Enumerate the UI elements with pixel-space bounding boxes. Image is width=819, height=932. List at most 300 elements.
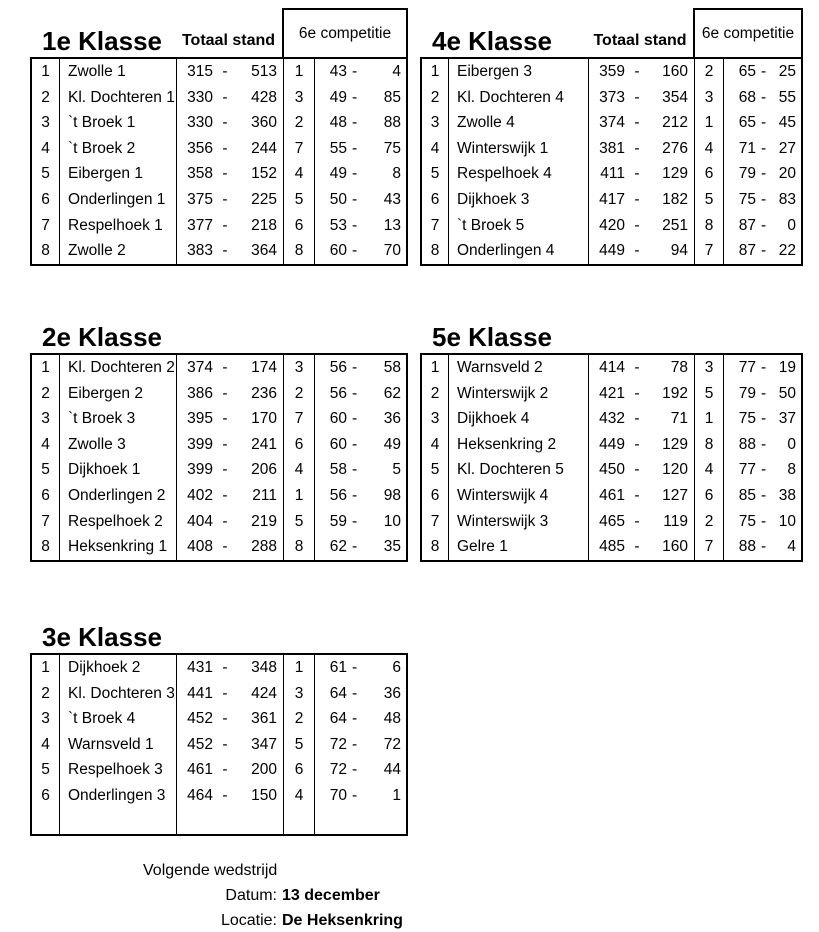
total-score-cell	[177, 238, 284, 264]
klasse-title: 4e Klasse	[432, 26, 552, 56]
score-separator: -	[634, 139, 640, 157]
comp-score-against: 43	[383, 191, 401, 209]
score-separator: -	[222, 684, 228, 702]
score-separator: -	[352, 659, 358, 677]
score-separator: -	[222, 761, 228, 779]
total-score-against: 211	[252, 487, 277, 505]
total-score-cell	[589, 85, 695, 111]
total-score-cell	[177, 534, 284, 560]
comp-rank-cell: 4	[284, 457, 315, 483]
comp-score-cell	[724, 534, 801, 560]
score-separator: -	[222, 787, 228, 805]
table-row	[32, 809, 406, 835]
score-separator: -	[352, 114, 358, 132]
comp-score-for: 64	[329, 684, 347, 702]
comp-rank-cell: 6	[695, 483, 724, 509]
total-score-for: 386	[187, 384, 213, 402]
comp-score-cell	[315, 355, 406, 381]
rank-cell: 4	[422, 136, 449, 162]
comp-score-cell	[724, 187, 801, 213]
score-separator: -	[634, 165, 640, 183]
comp-score-for: 77	[738, 359, 756, 377]
comp-score-for: 60	[329, 410, 347, 428]
total-score-cell	[177, 681, 284, 707]
comp-rank-cell: 7	[284, 406, 315, 432]
rank-cell: 7	[32, 213, 60, 239]
comp-rank-cell: 3	[695, 85, 724, 111]
comp-score-for: 72	[329, 735, 347, 753]
table-row	[422, 483, 801, 509]
comp-score-for: 75	[738, 410, 756, 428]
total-score-against: 244	[251, 139, 277, 157]
total-score-for: 421	[599, 384, 625, 402]
table-row	[422, 85, 801, 111]
total-score-against: 288	[251, 538, 277, 556]
comp-rank-cell: 7	[284, 136, 315, 162]
comp-score-cell	[724, 161, 801, 187]
score-separator: -	[761, 139, 767, 157]
comp-score-against: 58	[383, 359, 401, 377]
table-row	[32, 509, 406, 535]
comp-score-against: 37	[778, 410, 796, 428]
team-cell: Kl. Dochteren 2	[60, 355, 177, 381]
table-row	[32, 238, 406, 264]
comp-score-for: 87	[738, 242, 756, 260]
table-row	[32, 85, 406, 111]
total-score-against: 206	[251, 461, 277, 479]
table-row	[422, 406, 801, 432]
rank-cell: 1	[422, 59, 449, 85]
total-score-cell	[589, 136, 695, 162]
score-separator: -	[634, 384, 640, 402]
score-separator: -	[352, 165, 358, 183]
total-score-for: 383	[187, 242, 213, 260]
total-score-against: 174	[251, 359, 277, 377]
total-score-for: 374	[599, 114, 625, 132]
comp-score-cell	[315, 85, 406, 111]
comp-score-for: 61	[329, 659, 347, 677]
comp-rank-cell: 3	[284, 681, 315, 707]
table-row	[422, 457, 801, 483]
score-separator: -	[634, 435, 640, 453]
total-score-against: 428	[251, 88, 277, 106]
comp-rank-cell: 2	[284, 110, 315, 136]
comp-score-cell	[315, 238, 406, 264]
comp-score-against: 45	[778, 114, 796, 132]
total-score-against: 182	[662, 191, 688, 209]
comp-rank-cell: 8	[695, 213, 724, 239]
table-row	[422, 238, 801, 264]
table-row	[32, 187, 406, 213]
comp-score-against: 35	[383, 538, 401, 556]
total-score-for: 330	[187, 88, 213, 106]
comp-score-against: 48	[383, 710, 401, 728]
comp-rank-cell: 8	[284, 238, 315, 264]
comp-score-against: 36	[383, 410, 401, 428]
table-row	[32, 783, 406, 809]
total-score-cell	[177, 483, 284, 509]
comp-score-for: 59	[329, 512, 347, 530]
rank-cell: 2	[32, 381, 60, 407]
comp-score-cell	[724, 110, 801, 136]
total-score-against: 129	[662, 165, 688, 183]
table-row	[32, 757, 406, 783]
score-separator: -	[222, 538, 228, 556]
rank-cell: 3	[422, 406, 449, 432]
total-score-against: 241	[251, 435, 277, 453]
score-separator: -	[761, 384, 767, 402]
comp-score-for: 87	[738, 216, 756, 234]
total-score-cell	[177, 509, 284, 535]
comp-score-cell	[315, 406, 406, 432]
comp-score-against: 0	[787, 216, 796, 234]
date-label: Datum:	[225, 887, 277, 904]
total-score-for: 358	[187, 165, 213, 183]
table-row	[32, 213, 406, 239]
score-separator: -	[352, 684, 358, 702]
rank-cell: 1	[32, 355, 60, 381]
standings-table	[30, 57, 408, 266]
score-separator: -	[761, 435, 767, 453]
comp-score-against: 83	[778, 191, 796, 209]
table-row	[32, 706, 406, 732]
klasse-title: 3e Klasse	[42, 622, 162, 652]
score-separator: -	[222, 359, 228, 377]
total-score-cell	[589, 59, 695, 85]
rank-cell: 8	[32, 238, 60, 264]
total-score-against: 94	[670, 242, 688, 260]
rank-cell: 5	[32, 457, 60, 483]
comp-rank-cell: 8	[284, 534, 315, 560]
score-separator: -	[352, 359, 358, 377]
team-cell: Zwolle 3	[60, 432, 177, 458]
table-row	[422, 355, 801, 381]
total-score-against: 348	[251, 659, 277, 677]
total-score-against: 119	[663, 512, 688, 530]
score-separator: -	[761, 191, 767, 209]
table-row	[422, 534, 801, 560]
total-score-cell	[177, 655, 284, 681]
comp-score-against: 75	[383, 139, 401, 157]
score-separator: -	[761, 114, 767, 132]
score-separator: -	[761, 461, 767, 479]
score-separator: -	[352, 139, 358, 157]
score-separator: -	[634, 410, 640, 428]
rank-cell	[32, 809, 60, 835]
score-separator: -	[761, 63, 767, 81]
comp-score-for: 72	[329, 761, 347, 779]
comp-rank-cell: 7	[695, 534, 724, 560]
comp-score-against: 44	[383, 761, 401, 779]
comp-score-against: 38	[778, 487, 796, 505]
totaal-stand-label: Totaal stand	[593, 32, 687, 49]
comp-score-cell	[315, 757, 406, 783]
table-row	[32, 381, 406, 407]
total-score-against: 192	[662, 384, 688, 402]
total-score-cell	[589, 381, 695, 407]
score-separator: -	[222, 216, 228, 234]
total-score-cell	[177, 783, 284, 809]
score-separator: -	[352, 735, 358, 753]
comp-score-against: 8	[787, 461, 796, 479]
rank-cell: 2	[32, 85, 60, 111]
score-separator: -	[352, 384, 358, 402]
team-cell: Onderlingen 1	[60, 187, 177, 213]
comp-score-for: 60	[329, 435, 347, 453]
comp-score-against: 70	[383, 242, 401, 260]
table-row	[32, 457, 406, 483]
comp-score-for: 79	[738, 165, 756, 183]
score-separator: -	[761, 216, 767, 234]
rank-cell: 6	[32, 483, 60, 509]
score-separator: -	[634, 512, 640, 530]
team-cell: Onderlingen 3	[60, 783, 177, 809]
total-score-for: 395	[187, 410, 213, 428]
comp-score-cell	[315, 161, 406, 187]
total-score-cell	[177, 110, 284, 136]
comp-score-against: 10	[383, 512, 401, 530]
klasse-header	[30, 8, 408, 57]
total-score-against: 361	[251, 710, 277, 728]
total-score-against: 71	[670, 410, 688, 428]
score-separator: -	[352, 512, 358, 530]
total-score-for: 485	[599, 538, 625, 556]
score-separator: -	[761, 538, 767, 556]
comp-rank-cell	[284, 809, 315, 835]
team-cell: Dijkhoek 4	[449, 406, 589, 432]
total-score-cell	[177, 432, 284, 458]
score-separator: -	[352, 461, 358, 479]
total-score-for: 414	[599, 359, 625, 377]
score-separator: -	[222, 435, 228, 453]
comp-score-against: 19	[778, 359, 796, 377]
comp-score-for: 53	[329, 216, 347, 234]
total-score-for: 404	[187, 512, 213, 530]
next-match-location-line	[143, 911, 410, 930]
rank-cell: 1	[32, 655, 60, 681]
total-score-for: 449	[599, 435, 625, 453]
next-match-date-line	[143, 886, 380, 905]
total-score-for: 408	[187, 538, 213, 556]
total-score-cell	[177, 809, 284, 835]
team-cell: Respelhoek 2	[60, 509, 177, 535]
klasse-header	[30, 306, 408, 353]
total-score-cell	[589, 187, 695, 213]
total-score-for: 399	[187, 435, 213, 453]
total-score-cell	[589, 161, 695, 187]
total-score-cell	[177, 406, 284, 432]
comp-score-for: 43	[329, 63, 347, 81]
klasse-block	[30, 306, 408, 562]
table-row	[422, 59, 801, 85]
total-score-cell	[177, 161, 284, 187]
rank-cell: 6	[32, 187, 60, 213]
total-score-against: 424	[251, 684, 277, 702]
comp-score-for: 60	[329, 242, 347, 260]
comp-score-against: 0	[787, 435, 796, 453]
score-separator: -	[761, 359, 767, 377]
comp-score-for: 68	[738, 88, 756, 106]
total-score-against: 225	[251, 191, 277, 209]
rank-cell: 8	[422, 238, 449, 264]
score-separator: -	[352, 63, 358, 81]
rank-cell: 4	[422, 432, 449, 458]
comp-score-cell	[724, 483, 801, 509]
total-score-cell	[589, 213, 695, 239]
comp-rank-cell: 5	[284, 732, 315, 758]
score-separator: -	[761, 88, 767, 106]
score-separator: -	[634, 63, 640, 81]
team-cell: Eibergen 3	[449, 59, 589, 85]
team-cell: Dijkhoek 3	[449, 187, 589, 213]
comp-rank-cell: 2	[284, 381, 315, 407]
comp-score-cell	[724, 355, 801, 381]
comp-score-for: 65	[738, 63, 756, 81]
total-score-cell	[177, 732, 284, 758]
total-score-cell	[177, 355, 284, 381]
total-score-for: 399	[187, 461, 213, 479]
klasse-title: 5e Klasse	[432, 322, 552, 352]
score-separator: -	[222, 735, 228, 753]
comp-rank-cell: 1	[284, 59, 315, 85]
rank-cell: 3	[32, 110, 60, 136]
total-score-for: 452	[187, 710, 213, 728]
score-separator: -	[222, 242, 228, 260]
comp-rank-cell: 4	[284, 783, 315, 809]
comp-score-for: 55	[329, 139, 347, 157]
comp-score-cell	[724, 213, 801, 239]
comp-score-cell	[315, 381, 406, 407]
comp-score-against: 36	[383, 684, 401, 702]
table-row	[32, 355, 406, 381]
score-separator: -	[634, 216, 640, 234]
standings-table	[30, 653, 408, 836]
total-score-for: 417	[599, 191, 625, 209]
score-separator: -	[352, 487, 358, 505]
comp-score-for: 56	[329, 359, 347, 377]
team-cell: Respelhoek 1	[60, 213, 177, 239]
standings-table	[420, 353, 803, 562]
total-score-against: 212	[662, 114, 688, 132]
comp-score-cell	[315, 681, 406, 707]
total-score-for: 432	[599, 410, 625, 428]
score-separator: -	[222, 512, 228, 530]
comp-rank-cell: 1	[695, 110, 724, 136]
total-score-against: 360	[251, 114, 277, 132]
total-score-against: 218	[251, 216, 277, 234]
comp-score-against: 22	[778, 242, 796, 260]
score-separator: -	[352, 761, 358, 779]
total-score-against: 251	[662, 216, 688, 234]
team-cell: Winterswijk 3	[449, 509, 589, 535]
team-cell: `t Broek 2	[60, 136, 177, 162]
total-score-for: 465	[599, 512, 625, 530]
comp-score-against: 55	[778, 88, 796, 106]
total-score-cell	[589, 110, 695, 136]
total-score-for: 356	[187, 139, 213, 157]
rank-cell: 5	[32, 161, 60, 187]
score-separator: -	[634, 242, 640, 260]
comp-score-cell	[315, 187, 406, 213]
comp-score-cell	[315, 59, 406, 85]
rank-cell: 7	[32, 509, 60, 535]
total-score-against: 364	[251, 242, 277, 260]
total-score-for: 411	[600, 165, 625, 183]
score-separator: -	[761, 242, 767, 260]
total-score-for: 431	[187, 659, 213, 677]
total-score-for: 375	[187, 191, 213, 209]
total-score-cell	[177, 757, 284, 783]
comp-score-for: 58	[329, 461, 347, 479]
comp-score-cell	[315, 509, 406, 535]
comp-score-against: 1	[392, 787, 401, 805]
rank-cell: 5	[32, 757, 60, 783]
klasse-block	[420, 8, 803, 266]
score-separator: -	[352, 191, 358, 209]
team-cell: Dijkhoek 1	[60, 457, 177, 483]
comp-rank-cell: 6	[284, 757, 315, 783]
comp-score-for: 50	[329, 191, 347, 209]
team-cell: Heksenkring 1	[60, 534, 177, 560]
comp-rank-cell: 4	[695, 136, 724, 162]
klasse-header	[30, 606, 408, 653]
total-score-for: 450	[599, 461, 625, 479]
team-cell: Eibergen 2	[60, 381, 177, 407]
comp-score-for: 88	[738, 538, 756, 556]
total-score-against: 160	[662, 63, 688, 81]
comp-rank-cell: 5	[284, 187, 315, 213]
score-separator: -	[222, 63, 228, 81]
comp-score-against: 4	[787, 538, 796, 556]
score-separator: -	[634, 114, 640, 132]
comp-score-for: 56	[329, 487, 347, 505]
comp-score-for: 70	[329, 787, 347, 805]
score-separator: -	[222, 410, 228, 428]
total-score-for: 449	[599, 242, 625, 260]
rank-cell: 6	[32, 783, 60, 809]
total-score-against: 129	[662, 435, 688, 453]
comp-score-for: 64	[329, 710, 347, 728]
score-separator: -	[352, 710, 358, 728]
score-separator: -	[634, 359, 640, 377]
comp-score-for: 49	[329, 88, 347, 106]
rank-cell: 2	[422, 85, 449, 111]
total-score-against: 200	[251, 761, 277, 779]
total-score-cell	[589, 457, 695, 483]
score-separator: -	[222, 191, 228, 209]
klasse-header	[420, 8, 803, 57]
standings-table	[30, 353, 408, 562]
comp-score-against: 10	[778, 512, 796, 530]
comp-rank-cell: 4	[284, 161, 315, 187]
total-score-against: 170	[251, 410, 277, 428]
team-cell: `t Broek 3	[60, 406, 177, 432]
comp-score-for: 71	[738, 139, 756, 157]
score-separator: -	[222, 710, 228, 728]
comp-score-for: 62	[329, 538, 347, 556]
comp-rank-cell: 2	[284, 706, 315, 732]
comp-score-cell	[315, 783, 406, 809]
score-separator: -	[222, 384, 228, 402]
total-score-for: 315	[187, 63, 213, 81]
comp-score-cell	[724, 457, 801, 483]
score-separator: -	[352, 216, 358, 234]
rank-cell: 4	[32, 136, 60, 162]
comp-score-cell	[724, 59, 801, 85]
team-cell: Onderlingen 4	[449, 238, 589, 264]
score-separator: -	[634, 538, 640, 556]
score-separator: -	[222, 487, 228, 505]
